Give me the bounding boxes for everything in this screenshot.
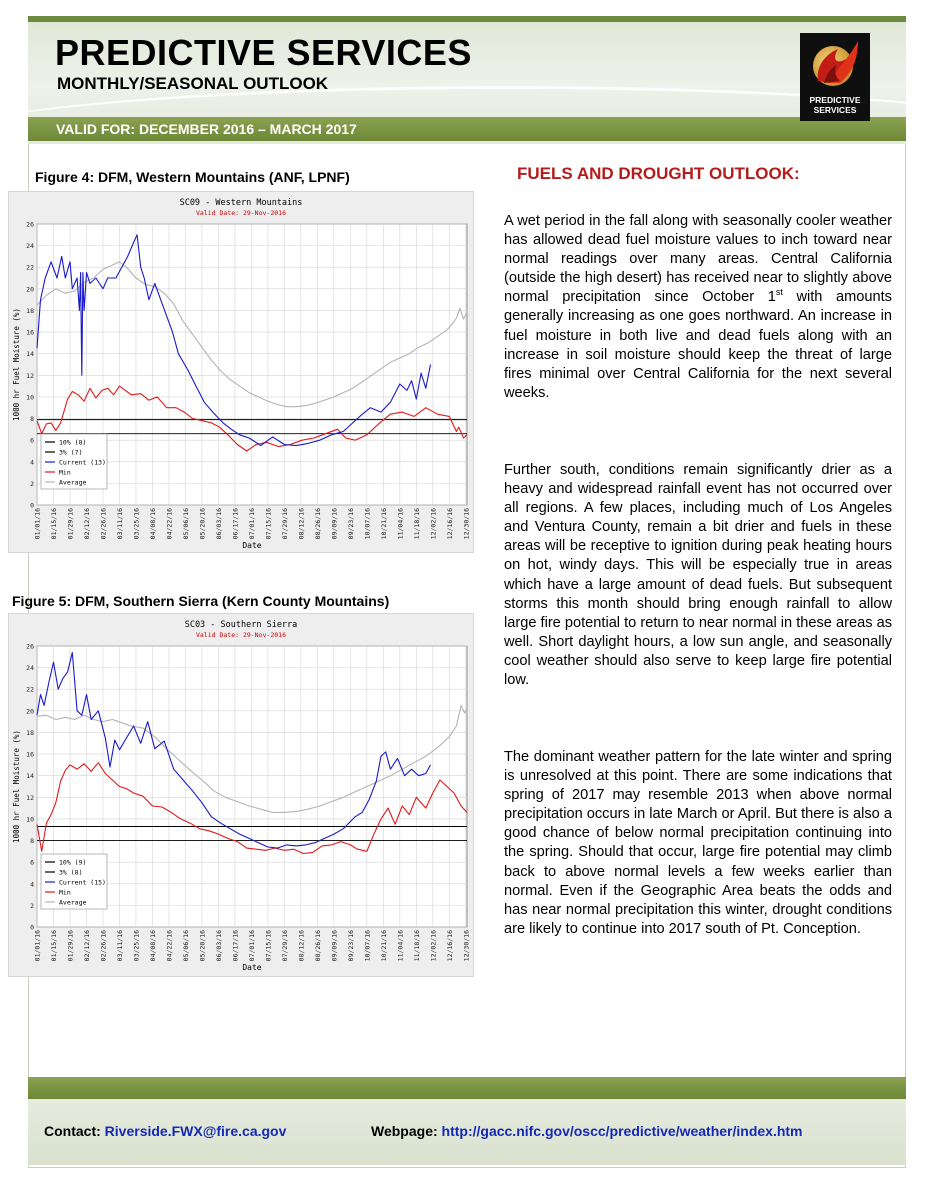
logo-text-line1: PREDICTIVE [809,95,861,105]
p1-part-b: with amounts generally increasing as one goes northward. An increase in fuel moisture in both live and dead fuels along with an increase in soil moisture should keep the threat of large fires minimal over Central California for the next several weeks. [504,289,892,401]
webpage-label: Webpage: [371,1123,438,1139]
y-tick-label: 18 [26,728,34,737]
x-tick-label: 10/21/16 [379,930,388,962]
y-tick-label: 8 [30,415,34,424]
x-tick-label: 02/12/16 [82,930,91,962]
x-tick-label: 11/18/16 [412,508,421,540]
x-tick-label: 05/06/16 [181,508,190,540]
x-tick-label: 03/11/16 [115,508,124,540]
x-tick-label: 06/03/16 [214,508,223,540]
x-tick-label: 02/26/16 [99,930,108,962]
chart-subtitle: Valid Date: 29-Nov-2016 [195,209,287,217]
chart-western-mountains-svg [9,192,473,552]
x-tick-label: 09/23/16 [346,508,355,540]
x-tick-label: 03/11/16 [115,930,124,962]
outlook-paragraph-1 [504,212,892,403]
y-tick-label: 22 [26,685,34,694]
x-tick-label: 07/29/16 [280,508,289,540]
x-tick-label: 10/07/16 [363,930,372,962]
outlook-paragraph-2: Further south, conditions remain significantly drier as a heavy and widespread rainfall event has not occurred over all regions. A few places, including much of Los Angeles and Ventura County, remain a bit drier and fuels in these areas will be receptive to ignition during peak heating hours on hot, windy days. This will be especially true in areas which have a large amount of dead fuels. But subsequent storms this month should bring enough rainfall to allow large fire potential to return to near normal in these areas as well. Short daylight hours, a low sun angle, and seasonally cool weather should also serve to keep large fire potential low. [504,462,892,689]
y-tick-label: 20 [26,707,34,716]
x-tick-label: 02/26/16 [99,508,108,540]
x-tick-label: 01/29/16 [66,508,75,540]
contact-label: Contact: [44,1123,101,1139]
y-tick-label: 6 [30,858,34,867]
y-tick-label: 16 [26,328,34,337]
footer-bar [28,1077,906,1099]
x-tick-label: 08/12/16 [297,508,306,540]
y-axis-label: 1000 hr Fuel Moisture (%) [12,730,21,843]
x-tick-label: 01/29/16 [66,930,75,962]
x-tick-label: 11/04/16 [396,508,405,540]
x-tick-label: 07/01/16 [247,508,256,540]
p1-part-a: A wet period in the fall along with seasonally cooler weather has allowed dead fuel moisture values to inch toward near normal readings over many areas. Central California (outside the high desert) has received near to slightly above normal precipitation since October 1 [504,213,892,306]
page-subtitle: MONTHLY/SEASONAL OUTLOOK [57,74,329,93]
x-tick-label: 12/16/16 [445,508,454,540]
x-tick-label: 07/15/16 [264,930,273,962]
fuels-drought-heading: FUELS AND DROUGHT OUTLOOK: [517,164,800,183]
y-tick-label: 8 [30,837,34,846]
x-tick-label: 12/16/16 [445,930,454,962]
y-tick-label: 18 [26,306,34,315]
x-tick-label: 06/03/16 [214,930,223,962]
x-tick-label: 03/25/16 [132,930,141,962]
y-tick-label: 26 [26,220,34,229]
y-axis-label: 1000 hr Fuel Moisture (%) [12,308,21,421]
legend-entry: 3% (7) [59,448,83,457]
x-tick-label: 12/02/16 [429,508,438,540]
x-tick-label: 05/20/16 [198,508,207,540]
legend-entry: 10% (8) [59,438,87,447]
legend-entry: Average [59,478,87,487]
x-tick-label: 12/02/16 [429,930,438,962]
legend-entry: Current (13) [59,458,106,467]
x-tick-label: 01/15/16 [49,930,58,962]
valid-for-text: VALID FOR: DECEMBER 2016 – MARCH 2017 [56,121,357,137]
y-tick-label: 4 [30,880,34,889]
logo-text-line2: SERVICES [813,105,857,115]
y-tick-label: 0 [30,501,34,510]
x-tick-label: 01/01/16 [33,508,42,540]
x-tick-label: 10/21/16 [379,508,388,540]
x-axis-label: Date [242,963,262,972]
x-tick-label: 07/15/16 [264,508,273,540]
x-tick-label: 09/23/16 [346,930,355,962]
y-tick-label: 2 [30,479,34,488]
y-tick-label: 10 [26,393,34,402]
chart-title: SC09 - Western Mountains [179,198,303,208]
x-tick-label: 01/01/16 [33,930,42,962]
flame-icon [800,33,870,95]
contact-email-link[interactable]: Riverside.FWX@fire.ca.gov [104,1123,287,1139]
x-tick-label: 04/08/16 [148,508,157,540]
header-top-bar [28,16,906,22]
chart-subtitle: Valid Date: 29-Nov-2016 [195,631,287,639]
y-tick-label: 16 [26,750,34,759]
y-tick-label: 0 [30,923,34,932]
valid-for-bar [28,117,906,141]
x-tick-label: 10/07/16 [363,508,372,540]
figure-5-caption: Figure 5: DFM, Southern Sierra (Kern County Mountains) [12,593,390,609]
x-tick-label: 08/26/16 [313,930,322,962]
y-tick-label: 12 [26,793,34,802]
x-tick-label: 06/17/16 [231,930,240,962]
x-axis-label: Date [242,541,262,550]
x-tick-label: 04/22/16 [165,930,174,962]
legend-entry: 10% (9) [59,858,87,867]
chart-southern-sierra-svg [9,614,473,976]
legend-entry: Average [59,898,87,907]
x-tick-label: 07/29/16 [280,930,289,962]
y-tick-label: 2 [30,901,34,910]
legend-entry: Current (15) [59,878,106,887]
chart-title: SC03 - Southern Sierra [184,620,298,630]
x-tick-label: 09/09/16 [330,508,339,540]
legend-entry: 3% (8) [59,868,83,877]
y-tick-label: 6 [30,436,34,445]
x-tick-label: 12/30/16 [462,930,471,962]
x-tick-label: 01/15/16 [49,508,58,540]
chart-western-mountains [8,191,474,553]
y-tick-label: 24 [26,242,34,251]
y-tick-label: 22 [26,263,34,272]
x-tick-label: 03/25/16 [132,508,141,540]
y-tick-label: 10 [26,815,34,824]
x-tick-label: 11/04/16 [396,930,405,962]
x-tick-label: 02/12/16 [82,508,91,540]
y-tick-label: 20 [26,285,34,294]
chart-southern-sierra [8,613,474,977]
x-tick-label: 04/22/16 [165,508,174,540]
contact-line [44,1123,286,1139]
x-tick-label: 09/09/16 [330,930,339,962]
x-tick-label: 06/17/16 [231,508,240,540]
x-tick-label: 08/26/16 [313,508,322,540]
x-tick-label: 11/18/16 [412,930,421,962]
figure-4-caption: Figure 4: DFM, Western Mountains (ANF, LPNF) [35,169,350,185]
legend-entry: Min [59,468,71,477]
webpage-line [371,1123,803,1139]
x-tick-label: 05/06/16 [181,930,190,962]
y-tick-label: 14 [26,772,34,781]
predictive-services-logo [800,33,870,121]
x-tick-label: 08/12/16 [297,930,306,962]
page-title: PREDICTIVE SERVICES [55,32,472,73]
webpage-link[interactable]: http://gacc.nifc.gov/oscc/predictive/weather/index.htm [441,1123,803,1139]
outlook-paragraph-3: The dominant weather pattern for the late winter and spring is unresolved at this point. There are some indications that spring of 2017 may resemble 2013 when above normal precipitation occurs in late March or April. But there is also a good chance of below normal precipitation continuing into the spring. Should that occur, large fire potential may climb back to above normal levels a few weeks earlier than normal. Even if the Geographic Area beats the odds and has near normal precipitation this winter, drought conditions are likely to continue into 2017 south of Pt. Conception. [504,749,892,937]
x-tick-label: 07/01/16 [247,930,256,962]
y-tick-label: 26 [26,642,34,651]
y-tick-label: 12 [26,371,34,380]
y-tick-label: 14 [26,350,34,359]
x-tick-label: 04/08/16 [148,930,157,962]
y-tick-label: 24 [26,664,34,673]
p1-superscript: st [775,287,783,298]
y-tick-label: 4 [30,458,34,467]
legend-entry: Min [59,888,71,897]
x-tick-label: 05/20/16 [198,930,207,962]
x-tick-label: 12/30/16 [462,508,471,540]
